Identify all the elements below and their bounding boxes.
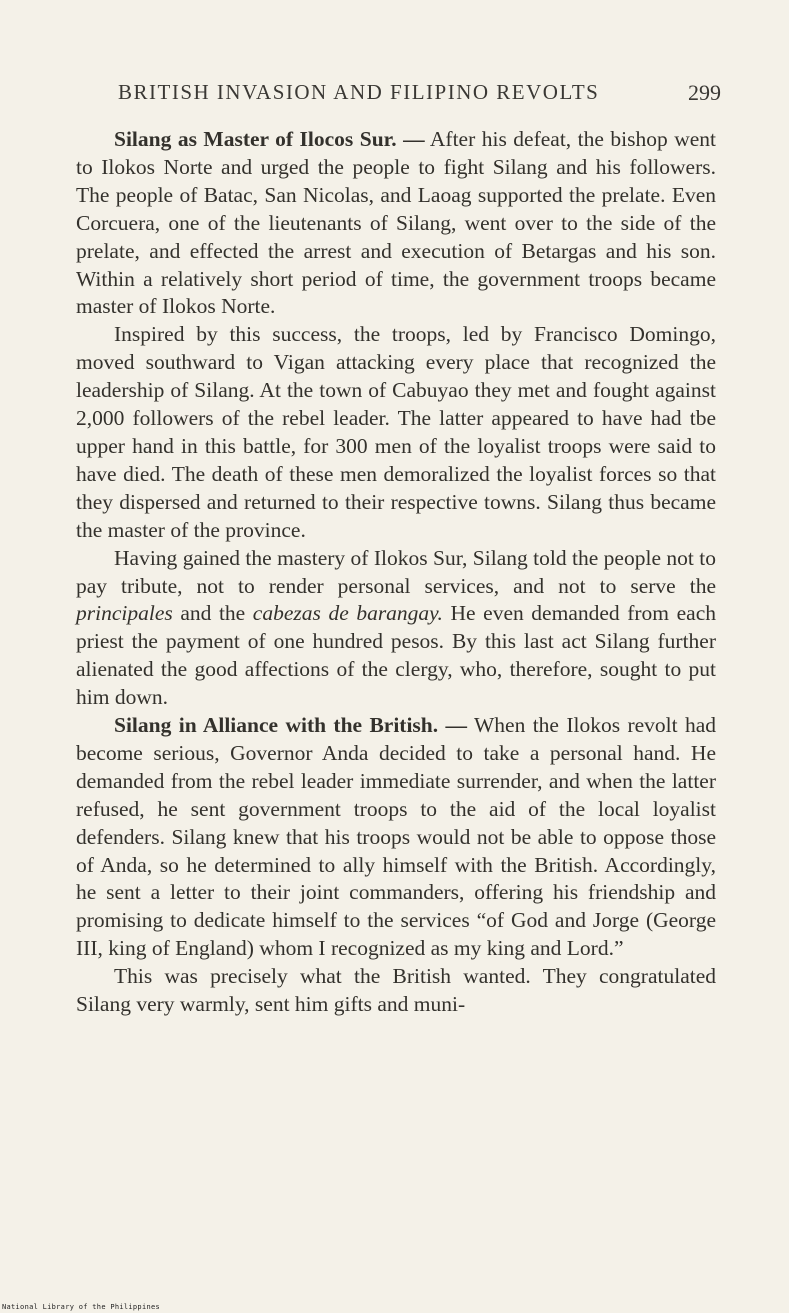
page-number: 299 [688, 80, 721, 105]
paragraph-text: He even demanded from each priest the payment of one hundred pesos. By this last act Silang further alienated the good affections of the clergy, who, therefore, sought to put him down. [76, 601, 716, 710]
italic-term: principales [76, 601, 173, 626]
paragraph-text: and the [180, 601, 246, 626]
library-footer: National Library of the Philippines [2, 1303, 161, 1311]
paragraph-text: Having gained the mastery of Ilokos Sur, Silang told the people not to pay tribute, not to render personal services, and not to serve the [76, 545, 716, 598]
section-heading: Silang in Alliance with the British. — [114, 713, 468, 738]
running-head [118, 80, 721, 105]
paragraph-silang-master-ilocos-sur [76, 126, 716, 321]
italic-term: cabezas de barangay. [252, 601, 443, 626]
paragraph-text: Inspired by this success, the troops, led by Francisco Domingo, moved southward to Vigan attacking every place that recognized the leadership of Silang. At the town of Cabuyao they met and fought against 2,000 followers of the rebel leader. The latter appeared to have had tbe upper hand in this battle, for 300 men of the loyalist troops were said to have died. The death of these men demoralized the loyalist forces so that they dispersed and returned to their respective towns. Silang thus became the master of the province. [76, 322, 716, 542]
paragraph-inspired-by-success [76, 321, 716, 544]
paragraph-text: When the Ilokos revolt had become serious, Governor Anda decided to take a personal hand. He demanded from the rebel leader immediate surrender, and when the latter refused, he sent government troops to the aid of the local loyalist defenders. Silang knew that his troops would not be able to oppose those of Anda, so he determined to ally himself with the British. Accordingly, he sent a letter to their joint commanders, offering his friendship and promising to dedicate himself to the services “of God and Jorge (George III, king of England) whom I recognized as my king and Lord.” [76, 713, 717, 961]
paragraph-silang-alliance-british [76, 712, 716, 963]
paragraph-text: This was precisely what the British wanted. They congratulated Silang very warmly, sent him gifts and muni- [76, 964, 716, 1017]
running-head-title: BRITISH INVASION AND FILIPINO REVOLTS [118, 80, 600, 104]
paragraph-mastery-of-ilokos [76, 545, 716, 712]
section-heading: Silang as Master of Ilocos Sur. — [114, 127, 425, 151]
body-text [76, 126, 716, 1019]
paragraph-text: After his defeat, the bishop went to Ilokos Norte and urged the people to fight Silang and his followers. The people of Batac, San Nicolas, and Laoag supported the prelate. Even Corcuera, one of the lieutenants of Silang, went over to the side of the prelate, and effected the arrest and execution of Betargas and his son. Within a relatively short period of time, the government troops became master of Ilokos Norte. [76, 127, 716, 319]
paragraph-british-wanted [76, 963, 716, 1019]
